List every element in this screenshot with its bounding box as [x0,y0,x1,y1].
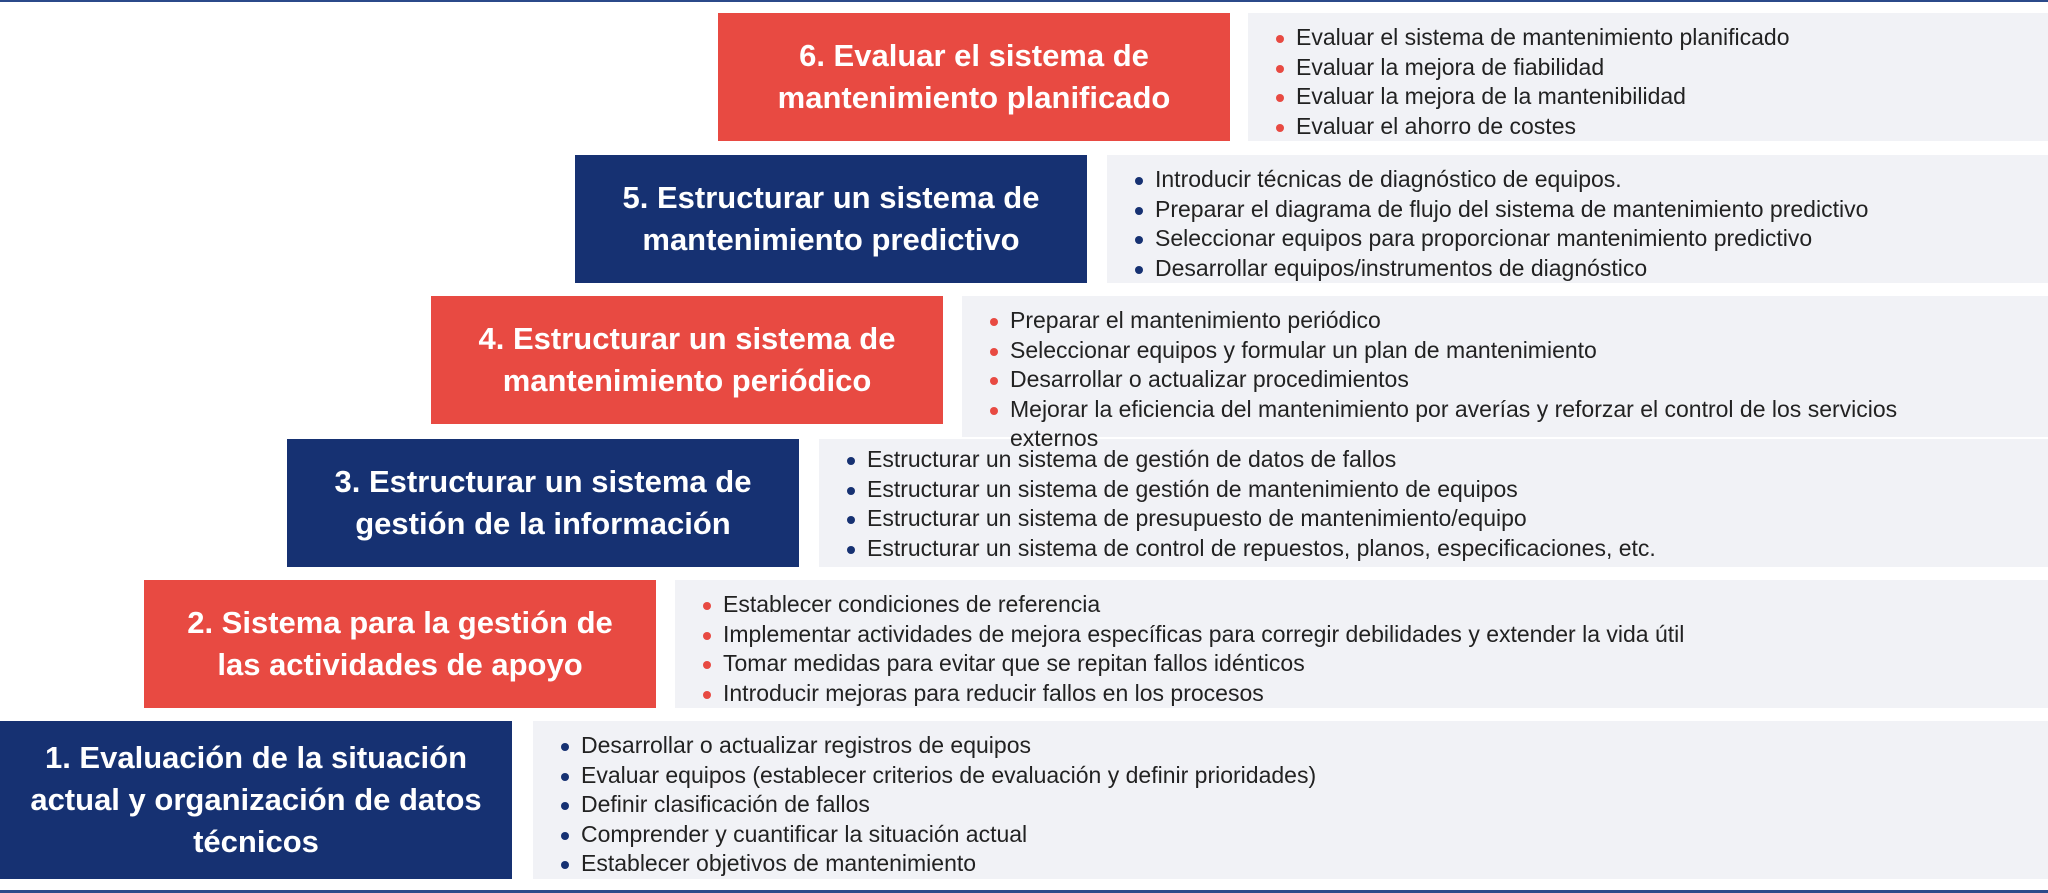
list-item: Preparar el mantenimiento periódico [990,306,1990,336]
list-item: Comprender y cuantificar la situación actual [561,820,2048,850]
step-title: 6. Evaluar el sistema de mantenimiento planificado [718,13,1230,141]
list-item: Estructurar un sistema de gestión de mantenimiento de equipos [847,475,2048,505]
list-item: Establecer condiciones de referencia [703,590,2048,620]
list-item: Definir clasificación de fallos [561,790,2048,820]
list-item: Seleccionar equipos y formular un plan de mantenimiento [990,336,1990,366]
step-details [819,439,2048,567]
list-item: Seleccionar equipos para proporcionar mantenimiento predictivo [1135,224,2048,254]
step-details [1107,155,2048,283]
list-item: Implementar actividades de mejora específicas para corregir debilidades y extender la vida útil [703,620,2048,650]
list-item: Desarrollar equipos/instrumentos de diagnóstico [1135,254,2048,284]
step-details [1248,13,2048,141]
step-details [675,580,2048,708]
top-border [0,0,2048,2]
list-item: Evaluar el sistema de mantenimiento planificado [1276,23,2048,53]
step-title: 5. Estructurar un sistema de mantenimiento predictivo [575,155,1087,283]
list-item: Establecer objetivos de mantenimiento [561,849,2048,879]
step-title: 2. Sistema para la gestión de las actividades de apoyo [144,580,656,708]
list-item: Evaluar la mejora de fiabilidad [1276,53,2048,83]
step-details [533,721,2048,879]
list-item: Introducir mejoras para reducir fallos en los procesos [703,679,2048,709]
list-item: Desarrollar o actualizar registros de equipos [561,731,2048,761]
list-item: Estructurar un sistema de control de repuestos, planos, especificaciones, etc. [847,534,2048,564]
list-item: Introducir técnicas de diagnóstico de equipos. [1135,165,2048,195]
list-item: Mejorar la eficiencia del mantenimiento por averías y reforzar el control de los servicios externos [990,395,1990,454]
list-item: Evaluar la mejora de la mantenibilidad [1276,82,2048,112]
list-item: Estructurar un sistema de presupuesto de mantenimiento/equipo [847,504,2048,534]
step-title: 1. Evaluación de la situación actual y organización de datos técnicos [0,721,512,879]
step-title: 4. Estructurar un sistema de mantenimiento periódico [431,296,943,424]
list-item: Tomar medidas para evitar que se repitan fallos idénticos [703,649,2048,679]
list-item: Desarrollar o actualizar procedimientos [990,365,1990,395]
list-item: Evaluar el ahorro de costes [1276,112,2048,142]
step-title: 3. Estructurar un sistema de gestión de la información [287,439,799,567]
list-item: Evaluar equipos (establecer criterios de evaluación y definir prioridades) [561,761,2048,791]
list-item: Estructurar un sistema de gestión de datos de fallos [847,445,2048,475]
list-item: Preparar el diagrama de flujo del sistema de mantenimiento predictivo [1135,195,2048,225]
step-details [962,296,2048,451]
